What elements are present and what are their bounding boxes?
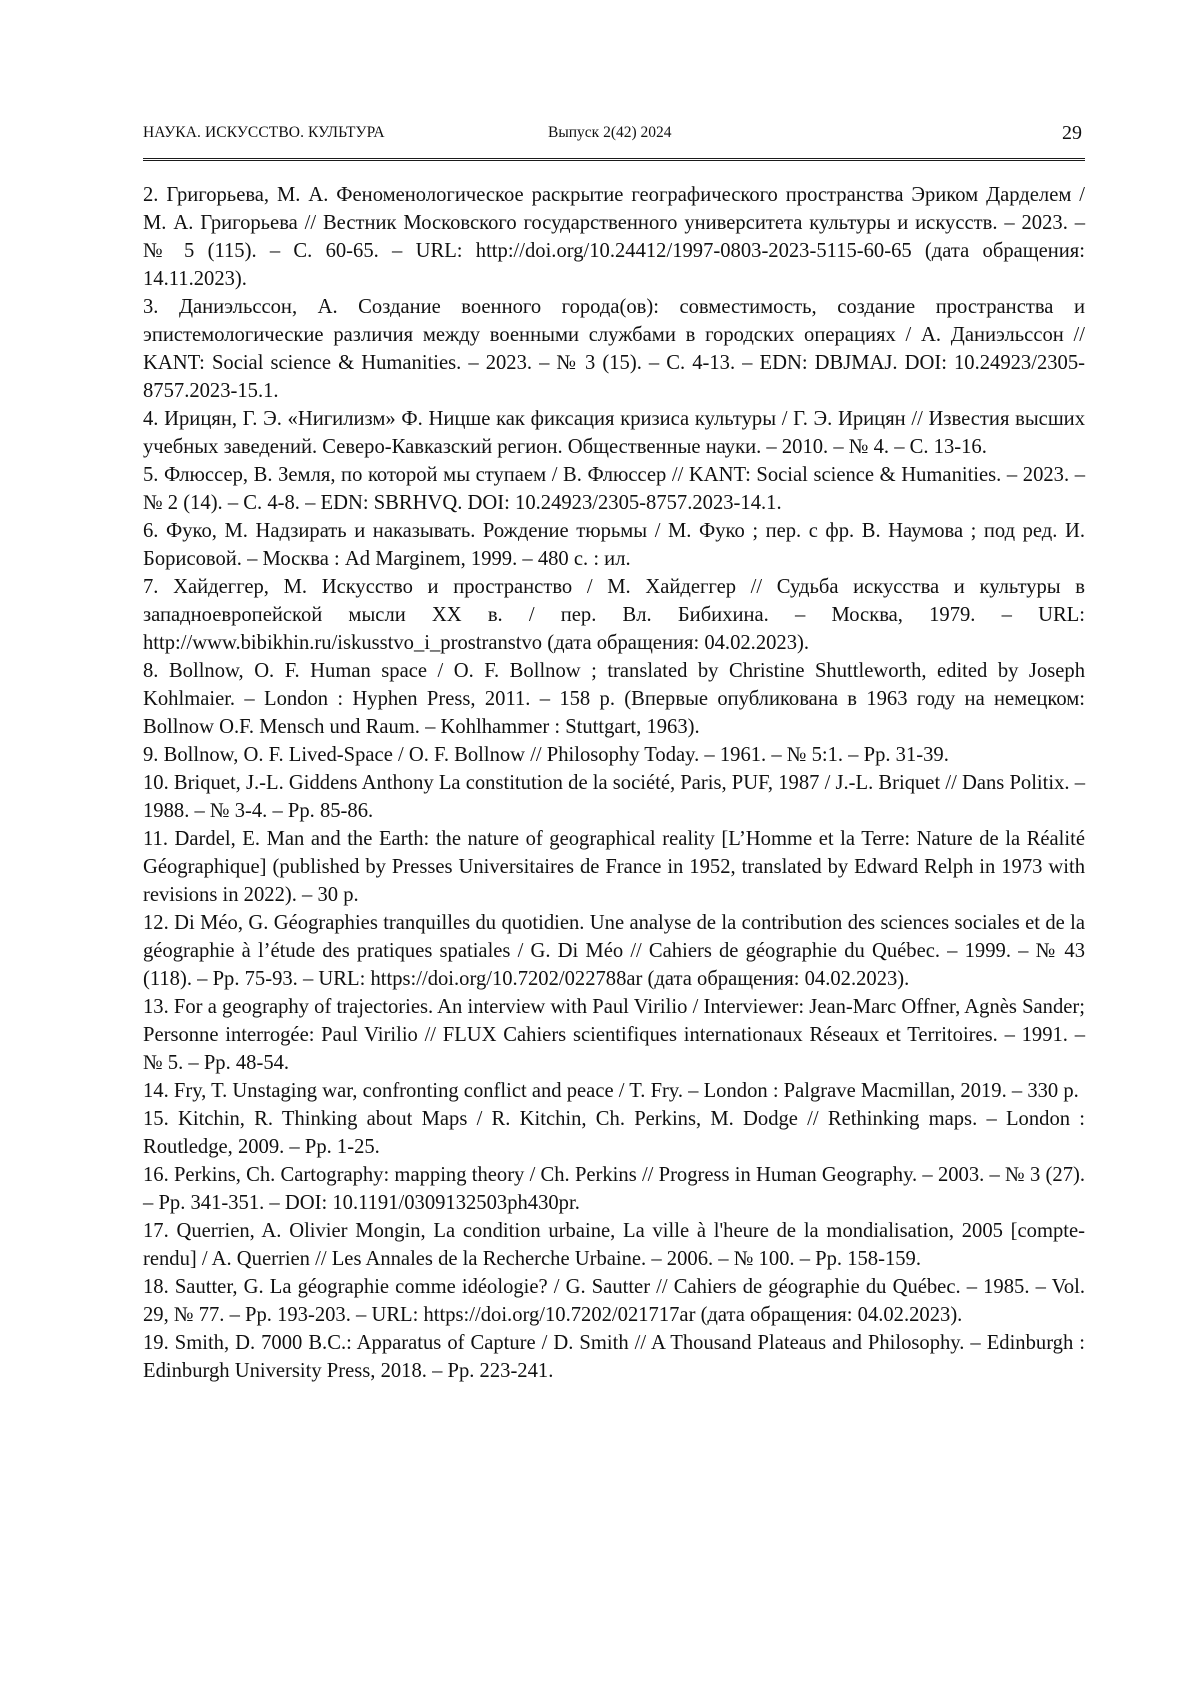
reference-item: 14. Fry, T. Unstaging war, confronting conflict and peace / T. Fry. – London : Palgrave Macmillan, 2019. – 330 p. [143, 1077, 1085, 1105]
reference-item: 4. Ирицян, Г. Э. «Нигилизм» Ф. Ницше как фиксация кризиса культуры / Г. Э. Ирицян // Известия высших учебных заведений. Северо-Кавказский регион. Общественные науки. – 2010. – № 4. – С. 13-16. [143, 405, 1085, 461]
reference-list [143, 181, 1085, 1385]
reference-item: 16. Perkins, Ch. Cartography: mapping theory / Ch. Perkins // Progress in Human Geography. – 2003. – № 3 (27). – Pp. 341-351. – DOI: 10.1191/0309132503ph430pr. [143, 1161, 1085, 1217]
issue-label: Выпуск 2(42) 2024 [548, 124, 672, 142]
reference-item: 2. Григорьева, М. А. Феноменологическое раскрытие географического пространства Эриком Дарделем / М. А. Григорьева // Вестник Московского государственного университета культуры и искусств. – 2023. – № 5 (115). – С. 60-65. – URL: http://doi.org/10.24412/1997-0803-2023-5115-60-65 (дата обращения: 14.11.2023). [143, 181, 1085, 293]
reference-item: 7. Хайдеггер, М. Искусство и пространство / М. Хайдеггер // Судьба искусства и культуры в западноевропейской мысли XX в. / пер. Вл. Бибихина. – Москва, 1979. – URL: http://www.bibikhin.ru/iskusstvo_i_prostranstvo (дата обращения: 04.02.2023). [143, 573, 1085, 657]
reference-item: 15. Kitchin, R. Thinking about Maps / R. Kitchin, Ch. Perkins, M. Dodge // Rethinking maps. – London : Routledge, 2009. – Pp. 1-25. [143, 1105, 1085, 1161]
reference-item: 5. Флюссер, В. Земля, по которой мы ступаем / В. Флюссер // KANT: Social science & Humanities. – 2023. – № 2 (14). – С. 4-8. – EDN: SBRHVQ. DOI: 10.24923/2305-8757.2023-14.1. [143, 461, 1085, 517]
reference-item: 12. Di Méo, G. Géographies tranquilles du quotidien. Une analyse de la contribution des sciences sociales et de la géographie à l’étude des pratiques spatiales / G. Di Méo // Cahiers de géographie du Québec. – 1999. – № 43 (118). – Pp. 75-93. – URL: https://doi.org/10.7202/022788ar (дата обращения: 04.02.2023). [143, 909, 1085, 993]
reference-item: 11. Dardel, E. Man and the Earth: the nature of geographical reality [L’Homme et la Terre: Nature de la Réalité Géographique] (published by Presses Universitaires de France in 1952, translated by Edward Relph in 1973 with revisions in 2022). – 30 p. [143, 825, 1085, 909]
reference-item: 6. Фуко, М. Надзирать и наказывать. Рождение тюрьмы / М. Фуко ; пер. с фр. В. Наумова ; под ред. И. Борисовой. – Москва : Ad Marginem, 1999. – 480 с. : ил. [143, 517, 1085, 573]
reference-item: 19. Smith, D. 7000 B.C.: Apparatus of Capture / D. Smith // A Thousand Plateaus and Philosophy. – Edinburgh : Edinburgh University Press, 2018. – Pp. 223-241. [143, 1329, 1085, 1385]
reference-item: 18. Sautter, G. La géographie comme idéologie? / G. Sautter // Cahiers de géographie du Québec. – 1985. – Vol. 29, № 77. – Pp. 193-203. – URL: https://doi.org/10.7202/021717ar (дата обращения: 04.02.2023). [143, 1273, 1085, 1329]
reference-item: 3. Даниэльссон, А. Создание военного города(ов): совместимость, создание пространства и эпистемологические различия между военными службами в городских операциях / А. Даниэльссон // KANT: Social science & Humanities. – 2023. – № 3 (15). – С. 4-13. – EDN: DBJMAJ. DOI: 10.24923/2305-8757.2023-15.1. [143, 293, 1085, 405]
reference-item: 10. Briquet, J.-L. Giddens Anthony La constitution de la société, Paris, PUF, 1987 / J.-L. Briquet // Dans Politix. – 1988. – № 3-4. – Pp. 85-86. [143, 769, 1085, 825]
page-number: 29 [1062, 122, 1082, 145]
reference-item: 9. Bollnow, O. F. Lived-Space / O. F. Bollnow // Philosophy Today. – 1961. – № 5:1. – Pp. 31-39. [143, 741, 1085, 769]
running-header [143, 122, 1085, 161]
journal-title: НАУКА. ИСКУССТВО. КУЛЬТУРА [143, 124, 385, 142]
reference-item: 17. Querrien, A. Olivier Mongin, La condition urbaine, La ville à l'heure de la mondialisation, 2005 [compte-rendu] / A. Querrien // Les Annales de la Recherche Urbaine. – 2006. – № 100. – Pp. 158-159. [143, 1217, 1085, 1273]
reference-item: 8. Bollnow, O. F. Human space / O. F. Bollnow ; translated by Christine Shuttleworth, edited by Joseph Kohlmaier. – London : Hyphen Press, 2011. – 158 p. (Впервые опубликована в 1963 году на немецком: Bollnow O.F. Mensch und Raum. – Kohlhammer : Stuttgart, 1963). [143, 657, 1085, 741]
reference-item: 13. For a geography of trajectories. An interview with Paul Virilio / Interviewer: Jean-Marc Offner, Agnès Sander; Personne interrogée: Paul Virilio // FLUX Cahiers scientifiques internationaux Réseaux et Territoires. – 1991. – № 5. – Pp. 48-54. [143, 993, 1085, 1077]
